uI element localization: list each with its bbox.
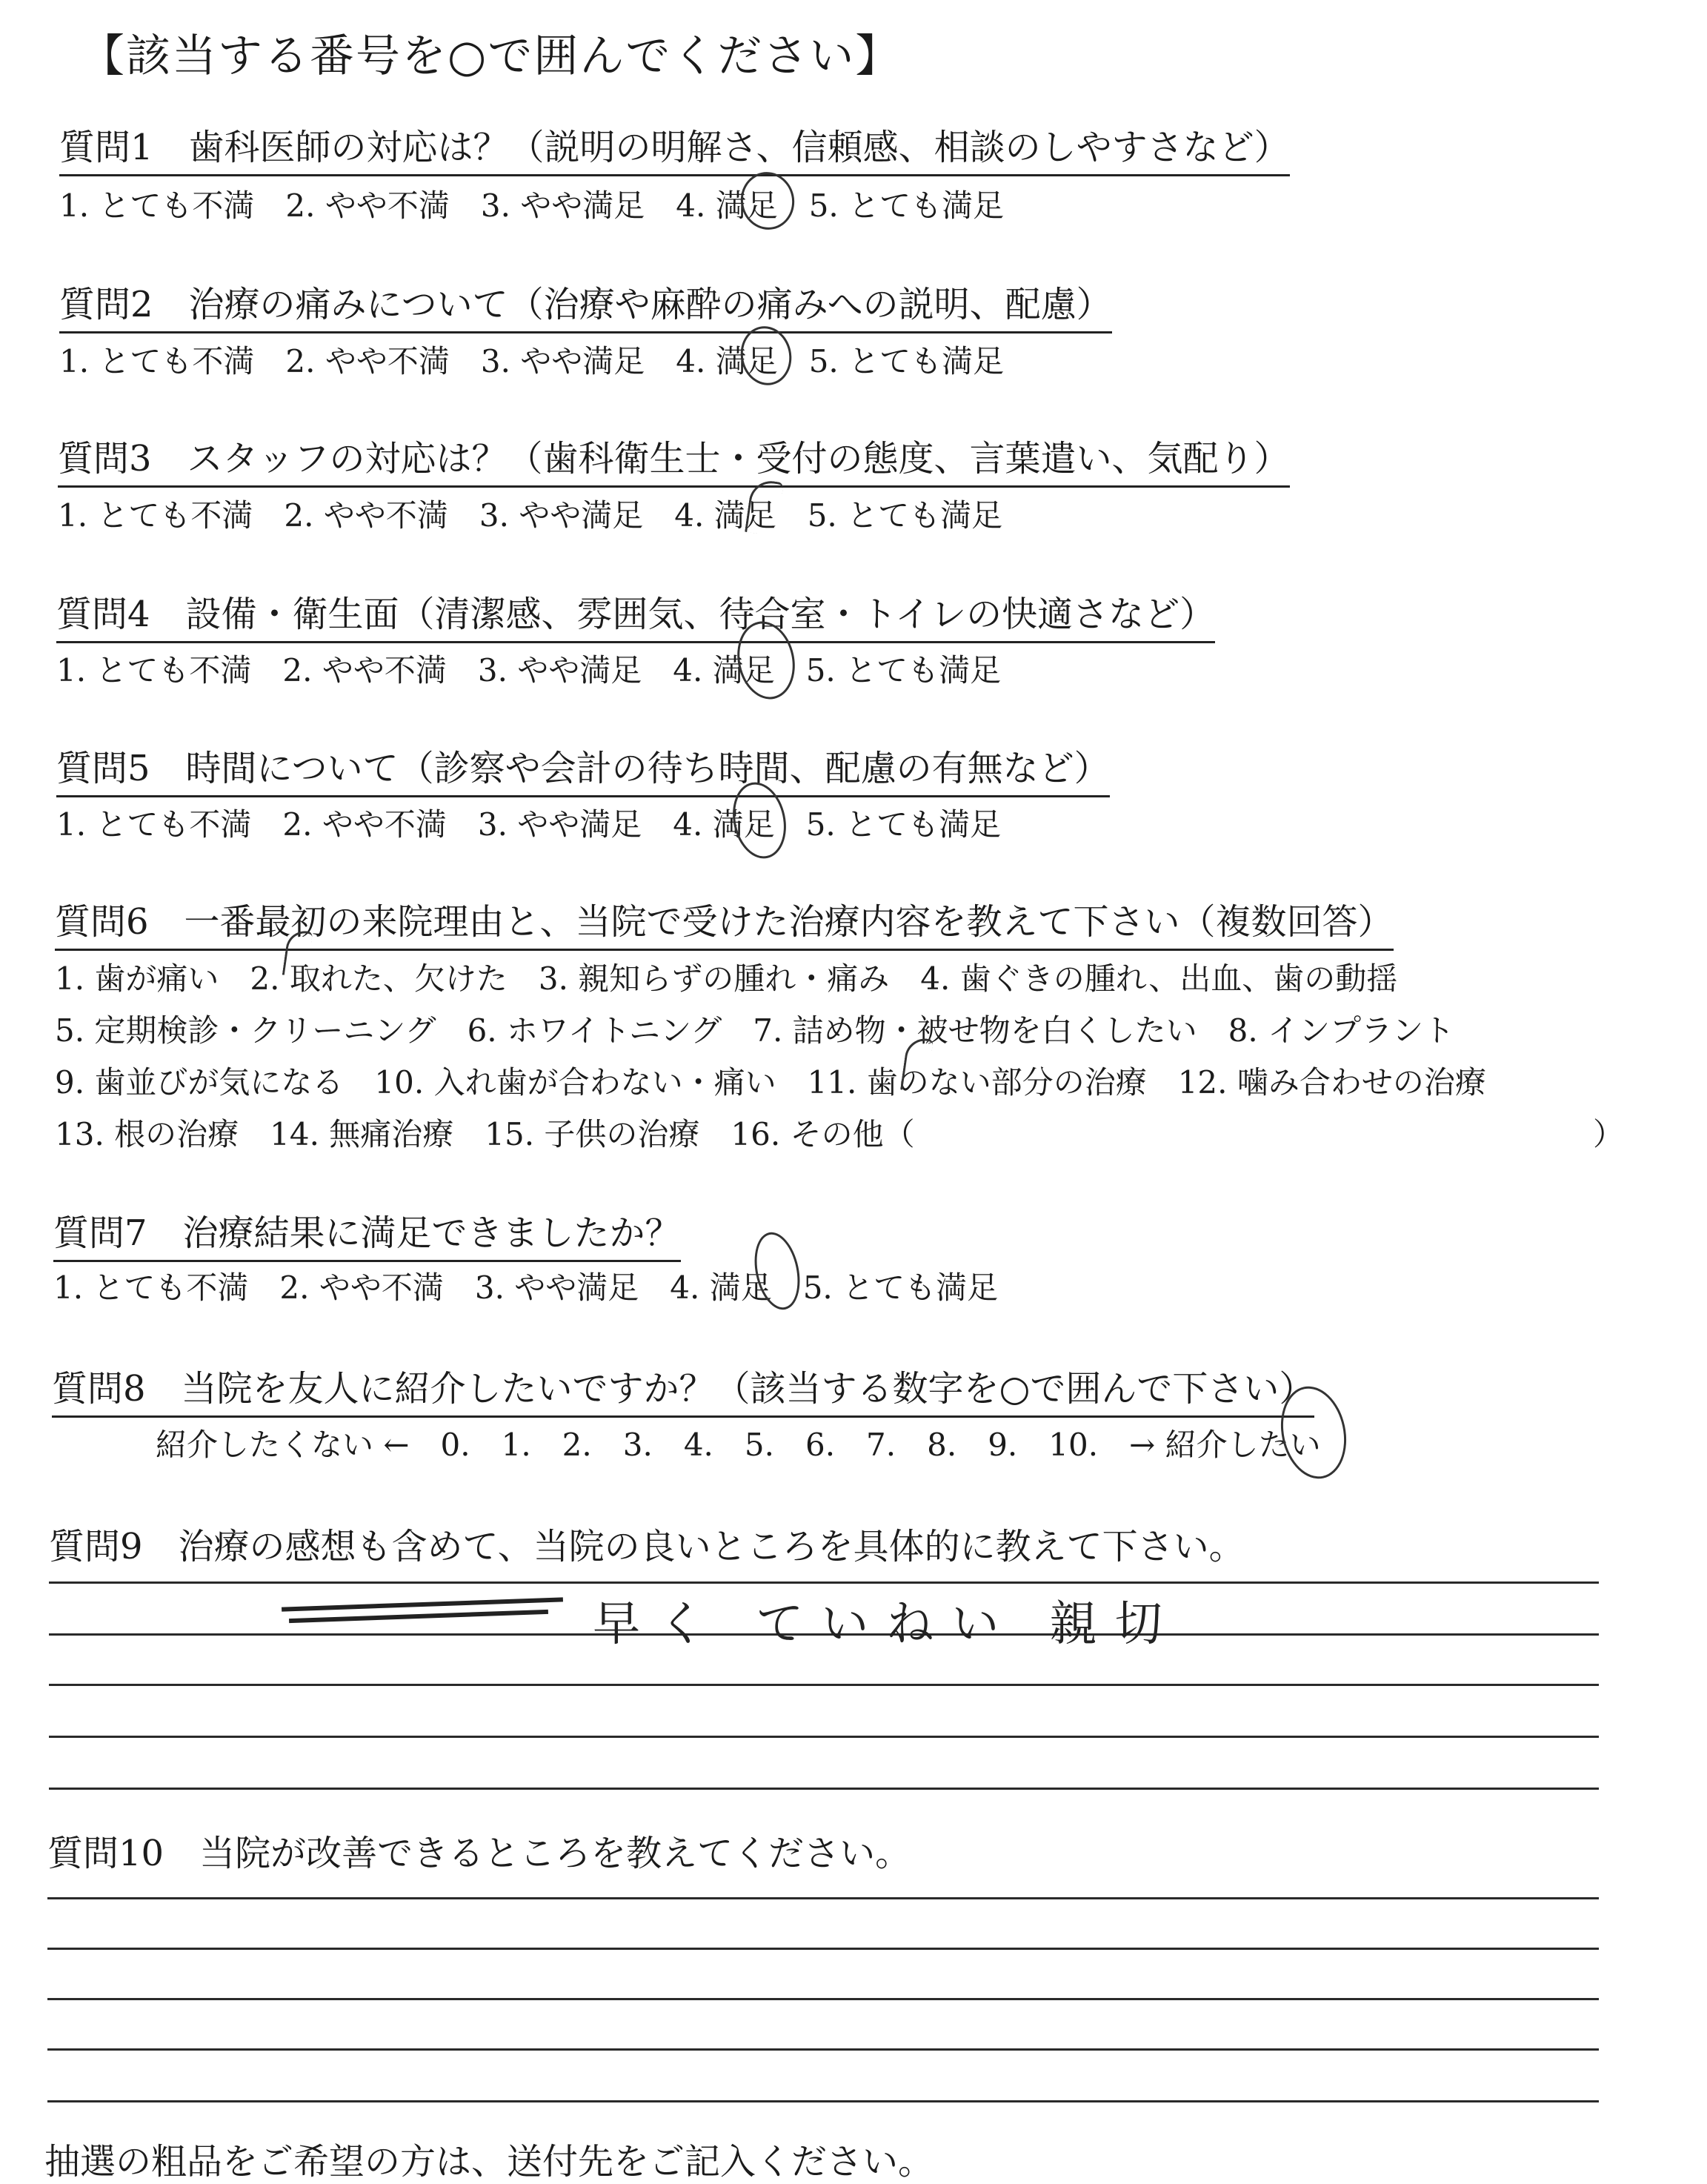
answer-line	[49, 1684, 1599, 1686]
question-1-options[interactable]: 1. とても不満 2. やや不満 3. やや満足 4. 満足 5. とても満足	[59, 187, 1005, 224]
answer-line	[47, 2100, 1599, 2102]
question-5-options[interactable]: 1. とても不満 2. やや不満 3. やや満足 4. 満足 5. とても満足	[56, 806, 1002, 843]
question-2-title: 質問2 治療の痛みについて（治療や麻酔の痛みへの説明、配慮）	[59, 276, 1112, 333]
question-9-title: 質問9 治療の感想も含めて、当院の良いところを具体的に教えて下さい。	[49, 1526, 1245, 1567]
form-header: 【該当する番号を○で囲んでください】	[80, 30, 902, 82]
question-4-title: 質問4 設備・衛生面（清潔感、雰囲気、待合室・トイレの快適さなど）	[56, 585, 1215, 643]
crossed-out-writing	[289, 1610, 548, 1623]
answer-line	[47, 1998, 1599, 2000]
question-7-options[interactable]: 1. とても不満 2. やや不満 3. やや満足 4. 満足 5. とても満足	[53, 1269, 999, 1306]
question-6-row-4-close: ）	[1593, 1116, 1625, 1152]
question-6-row-1[interactable]: 1. 歯が痛い 2. 取れた、欠けた 3. 親知らずの腫れ・痛み 4. 歯ぐきの腫れ、出血、歯の動揺	[55, 960, 1398, 997]
answer-line	[47, 1948, 1599, 1950]
question-6-row-4[interactable]: 13. 根の治療 14. 無痛治療 15. 子供の治療 16. その他（	[55, 1116, 915, 1152]
question-8-scale[interactable]: 紹介したくない ← 0. 1. 2. 3. 4. 5. 6. 7. 8. 9. 10. → 紹介したい	[156, 1427, 1321, 1463]
answer-line	[47, 2048, 1599, 2051]
handwritten-answer: 早く ていねい 親切	[593, 1597, 1180, 1652]
footer-note: 抽選の粗品をご希望の方は、送付先をご記入ください。	[44, 2141, 934, 2183]
question-3-options[interactable]: 1. とても不満 2. やや不満 3. やや満足 4. 満足 5. とても満足	[58, 497, 1003, 534]
question-1-title: 質問1 歯科医師の対応は？（説明の明解さ、信頼感、相談のしやすさなど）	[59, 119, 1290, 176]
question-7-title: 質問7 治療結果に満足できましたか？	[53, 1204, 681, 1262]
crossed-out-writing	[282, 1597, 563, 1611]
question-6-title: 質問6 一番最初の来院理由と、当院で受けた治療内容を教えて下さい（複数回答）	[55, 893, 1394, 951]
answer-line	[49, 1581, 1599, 1584]
answer-line	[49, 1788, 1599, 1790]
question-3-title: 質問3 スタッフの対応は？（歯科衛生士・受付の態度、言葉遣い、気配り）	[58, 430, 1290, 488]
question-8-title: 質問8 当院を友人に紹介したいですか？（該当する数字を○で囲んで下さい）	[52, 1360, 1314, 1418]
question-4-options[interactable]: 1. とても不満 2. やや不満 3. やや満足 4. 満足 5. とても満足	[56, 652, 1002, 688]
question-6-row-2[interactable]: 5. 定期検診・クリーニング 6. ホワイトニング 7. 詰め物・被せ物を白くしたい 8. インプラント	[55, 1012, 1455, 1049]
question-2-options[interactable]: 1. とても不満 2. やや不満 3. やや満足 4. 満足 5. とても満足	[59, 343, 1005, 379]
question-10-title: 質問10 当院が改善できるところを教えてください。	[47, 1833, 911, 1874]
question-6-row-3[interactable]: 9. 歯並びが気になる 10. 入れ歯が合わない・痛い 11. 歯のない部分の治療 12. 噛み合わせの治療	[55, 1064, 1486, 1101]
answer-line	[47, 1897, 1599, 1899]
question-5-title: 質問5 時間について（診察や会計の待ち時間、配慮の有無など）	[56, 740, 1110, 797]
answer-line	[49, 1736, 1599, 1738]
